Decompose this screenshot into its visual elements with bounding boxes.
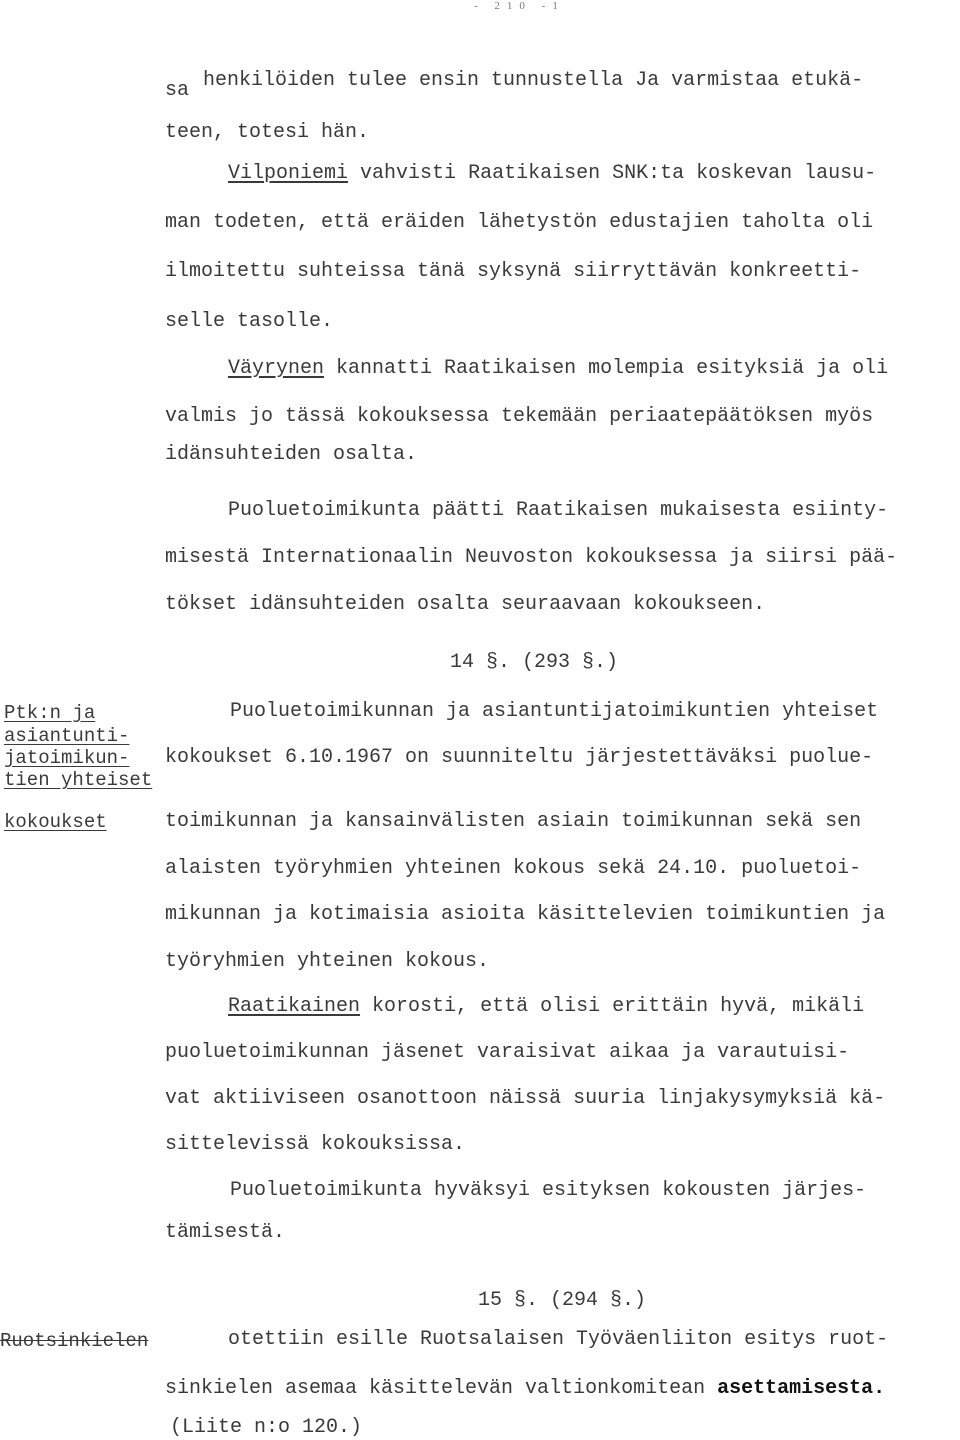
text-line [228, 995, 864, 1019]
text-line: vat aktiiviseen osanottoon näissä suuria linjakysymyksiä kä- [165, 1087, 886, 1110]
text-line: (Liite n:o 120.) [170, 1416, 363, 1439]
text-line [228, 357, 888, 381]
text-line: puoluetoimikunnan jäsenet varaisivat aikaa ja varautuisi- [165, 1041, 850, 1064]
speaker-name: Väyrynen [228, 357, 325, 380]
section-heading: 15 §. (294 §.) [478, 1289, 647, 1312]
text-line [165, 1377, 885, 1401]
text-line: työryhmien yhteinen kokous. [165, 950, 490, 973]
text-line: sittelevissä kokouksissa. [165, 1133, 466, 1156]
text-line: selle tasolle. [165, 310, 334, 333]
margin-line: tien yhteiset [4, 769, 153, 791]
margin-line: kokoukset [4, 811, 107, 833]
margin-note: Ruotsinkielen [0, 1330, 149, 1352]
text-line: otettiin esille Ruotsalaisen Työväenliiton esitys ruot- [228, 1328, 889, 1351]
text-line: idänsuhteiden osalta. [165, 443, 418, 466]
text-line: Puoluetoimikunnan ja asiantuntijatoimikuntien yhteiset [230, 700, 879, 723]
text-line: Puoluetoimikunta hyväksyi esityksen kokousten järjes- [230, 1179, 867, 1202]
text-line: teen, totesi hän. [165, 121, 370, 144]
text-span: korosti, että olisi erittäin hyvä, mikäli [372, 995, 865, 1018]
text-line: sa [165, 79, 190, 102]
text-line: misestä Internationaalin Neuvoston kokouksessa ja siirsi pää- [165, 546, 898, 569]
text-span: sinkielen asemaa käsittelevän valtionkomitean [165, 1377, 706, 1400]
text-line: man todeten, että eräiden lähetystön edustajien taholta oli [165, 211, 874, 234]
text-line: tämisestä. [165, 1221, 286, 1244]
section-heading: 14 §. (293 §.) [450, 651, 619, 674]
margin-line: jatoimikun- [4, 747, 130, 769]
page-number: - 210 -1 [474, 0, 565, 12]
text-line: valmis jo tässä kokouksessa tekemään periaatepäätöksen myös [165, 405, 874, 428]
margin-line: asiantunti- [4, 725, 130, 747]
text-span: vahvisti Raatikaisen SNK:ta koskevan lausu- [360, 162, 877, 185]
text-line: toimikunnan ja kansainvälisten asiain toimikunnan sekä sen [165, 810, 862, 833]
text-line: tökset idänsuhteiden osalta seuraavaan kokoukseen. [165, 593, 766, 616]
text-span: kannatti Raatikaisen molempia esityksiä ja oli [336, 357, 889, 380]
speaker-name: Vilponiemi [228, 162, 349, 185]
speaker-name: Raatikainen [228, 995, 361, 1018]
text-line: Puoluetoimikunta päätti Raatikaisen mukaisesta esiinty- [228, 499, 889, 522]
text-line: mikunnan ja kotimaisia asioita käsittelevien toimikuntien ja [165, 903, 886, 926]
text-line: ilmoitettu suhteissa tänä syksynä siirryttävän konkreetti- [165, 260, 862, 283]
bold-word: asettamisesta. [717, 1377, 886, 1400]
text-line: kokoukset 6.10.1967 on suunniteltu järjestettäväksi puolue- [165, 746, 874, 769]
text-line: alaisten työryhmien yhteinen kokous sekä 24.10. puoluetoi- [165, 857, 862, 880]
text-line [228, 162, 876, 186]
margin-line: Ptk:n ja [4, 702, 96, 724]
text-line: henkilöiden tulee ensin tunnustella Ja varmistaa etukä- [203, 69, 864, 92]
